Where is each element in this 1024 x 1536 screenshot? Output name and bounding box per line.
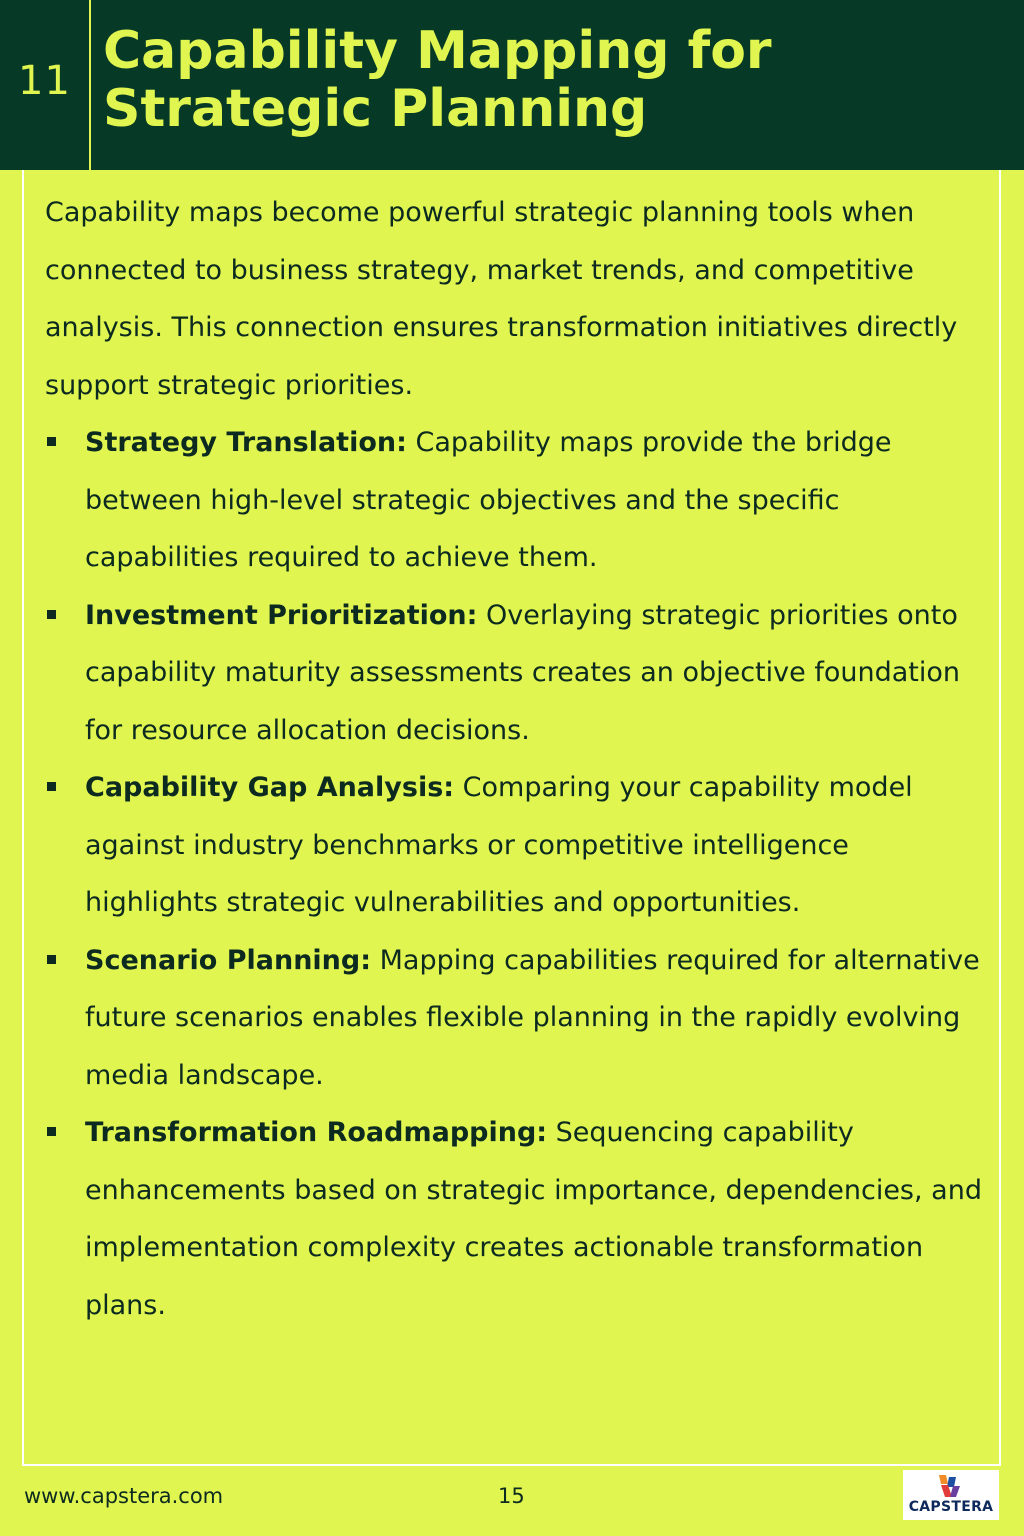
bullet-term: Strategy Translation: xyxy=(85,427,407,458)
square-bullet-icon xyxy=(47,610,56,619)
intro-paragraph: Capability maps become powerful strategic planning tools when connected to business strategy, market trends, and competitive analysis. This connection ensures transformation initiatives directly support strategic priorities. xyxy=(45,197,958,401)
bullet-text: Overlaying strategic priorities onto capability maturity assessments creates an objective foundation for resource allocation decisions. xyxy=(85,599,960,746)
bullet-item-strategy-translation xyxy=(45,414,985,587)
logo-mark-icon xyxy=(935,1473,967,1499)
square-bullet-icon xyxy=(47,437,56,446)
page-title: Capability Mapping for Strategic Planning xyxy=(103,21,772,139)
square-bullet-icon xyxy=(47,1127,56,1136)
square-bullet-icon xyxy=(47,782,56,791)
bullet-text: Sequencing capability enhancements based on strategic importance, dependencies, and implementation complexity creates actionable transformation plans. xyxy=(85,1117,982,1321)
bullet-text: Capability maps provide the bridge between high-level strategic objectives and the specific capabilities required to achieve them. xyxy=(85,427,892,573)
bullet-term: Capability Gap Analysis: xyxy=(85,772,455,803)
square-bullet-icon xyxy=(47,955,56,964)
header-divider xyxy=(89,0,91,170)
bullet-term: Transformation Roadmapping: xyxy=(85,1117,548,1148)
bullet-text: Comparing your capability model against industry benchmarks or competitive intelligence highlights strategic vulnerabilities and opportunities. xyxy=(85,772,913,918)
page-number: 15 xyxy=(498,1484,525,1508)
logo-text: CAPSTERA xyxy=(908,1499,994,1515)
bullet-item-investment-prioritization xyxy=(45,587,985,760)
bullet-item-capability-gap-analysis xyxy=(45,759,985,932)
footer-website-link[interactable]: www.capstera.com xyxy=(24,1484,224,1508)
section-number: 11 xyxy=(18,58,71,104)
bullet-item-scenario-planning xyxy=(45,932,985,1105)
bullet-term: Investment Prioritization: xyxy=(85,599,478,631)
page-header xyxy=(0,0,1024,170)
bullet-term: Scenario Planning: xyxy=(85,944,372,976)
capstera-logo xyxy=(903,1470,999,1520)
bullet-list xyxy=(45,414,985,1334)
bullet-text: Mapping capabilities required for alternative future scenarios enables flexible planning in the rapidly evolving media landscape. xyxy=(85,944,980,1091)
bullet-item-transformation-roadmapping xyxy=(45,1104,985,1334)
